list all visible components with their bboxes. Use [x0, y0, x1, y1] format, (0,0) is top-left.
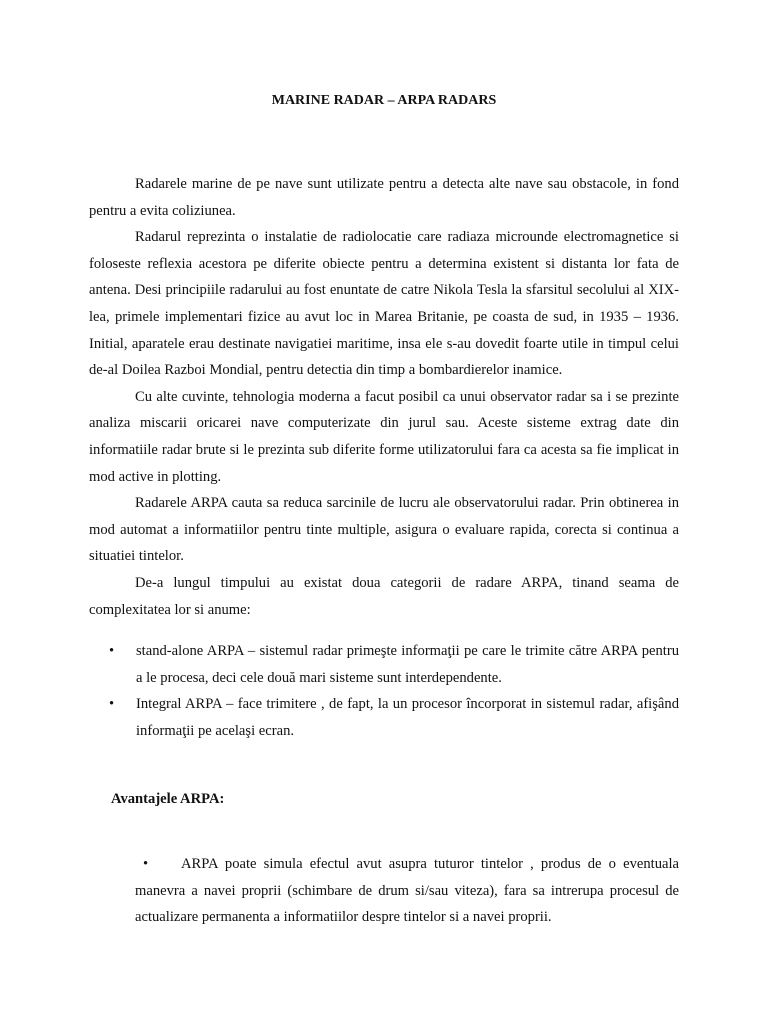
body-text — [89, 171, 679, 623]
list-item — [135, 851, 679, 931]
list-item-text: ARPA poate simula efectul avut asupra tuturor tintelor , produs de o eventuala manevra a navei proprii (schimbare de drum si/sau viteza), fara sa intrerupa procesul de actualizare permanenta a informatiilor despre tintelor si a navei proprii. — [135, 856, 679, 926]
page-title: MARINE RADAR – ARPA RADARS — [271, 93, 497, 108]
paragraph: Cu alte cuvinte, tehnologia moderna a facut posibil ca unui observator radar sa i se prezinte analiza miscarii oricarei nave computerizate din jurul sau. Aceste sisteme extrag date din informatiile radar brute si le prezinta sub diferite forme utilizatorului fara ca acesta sa fie implicat in mod active in plotting. — [89, 388, 679, 485]
arpa-categories-list — [89, 638, 679, 744]
advantages-list — [135, 851, 679, 931]
bullet-icon: • — [109, 643, 115, 659]
list-item — [89, 691, 679, 744]
list-item-text: Integral ARPA – face trimitere , de fapt, la un procesor încorporat in sistemul radar, afişând informaţii pe acelaşi ecran. — [136, 696, 679, 739]
bullet-icon: • — [143, 856, 149, 872]
list-item — [89, 638, 679, 691]
paragraph: Radarul reprezinta o instalatie de radiolocatie care radiaza microunde electromagnetice si foloseste reflexia acestora pe diferite obiecte pentru a determina existent si distanta lor fata de antena. Desi principiile radarului au fost enuntate de catre Nikola Tesla la sfarsitul secolului al XIX-lea, primele implementari fizice au avut loc in Marea Britanie, pe coasta de sud, in 1935 – 1936. Initial, aparatele erau destinate navigatiei maritime, insa ele s-au dovedit foarte utile in timpul celui de-al Doilea Razboi Mondial, pentru detectia din timp a bombardierelor inamice. — [89, 229, 679, 379]
paragraph: Radarele marine de pe nave sunt utilizate pentru a detecta alte nave sau obstacole, in fond pentru a evita coliziunea. — [89, 176, 679, 219]
paragraph: De-a lungul timpului au existat doua categorii de radare ARPA, tinand seama de complexitatea lor si anume: — [89, 574, 679, 618]
section-heading: Avantajele ARPA: — [111, 791, 225, 807]
paragraph: Radarele ARPA cauta sa reduca sarcinile de lucru ale observatorului radar. Prin obtinerea in mod automat a informatiilor pentru tinte multiple, asigura o evaluare rapida, corecta si continua a situatiei tintelor. — [89, 495, 679, 565]
bullet-icon: • — [109, 696, 115, 713]
list-item-text: stand-alone ARPA – sistemul radar primeşte informaţii pe care le trimite către ARPA pentru a le procesa, deci cele două mari sisteme sunt interdependente. — [136, 643, 679, 686]
